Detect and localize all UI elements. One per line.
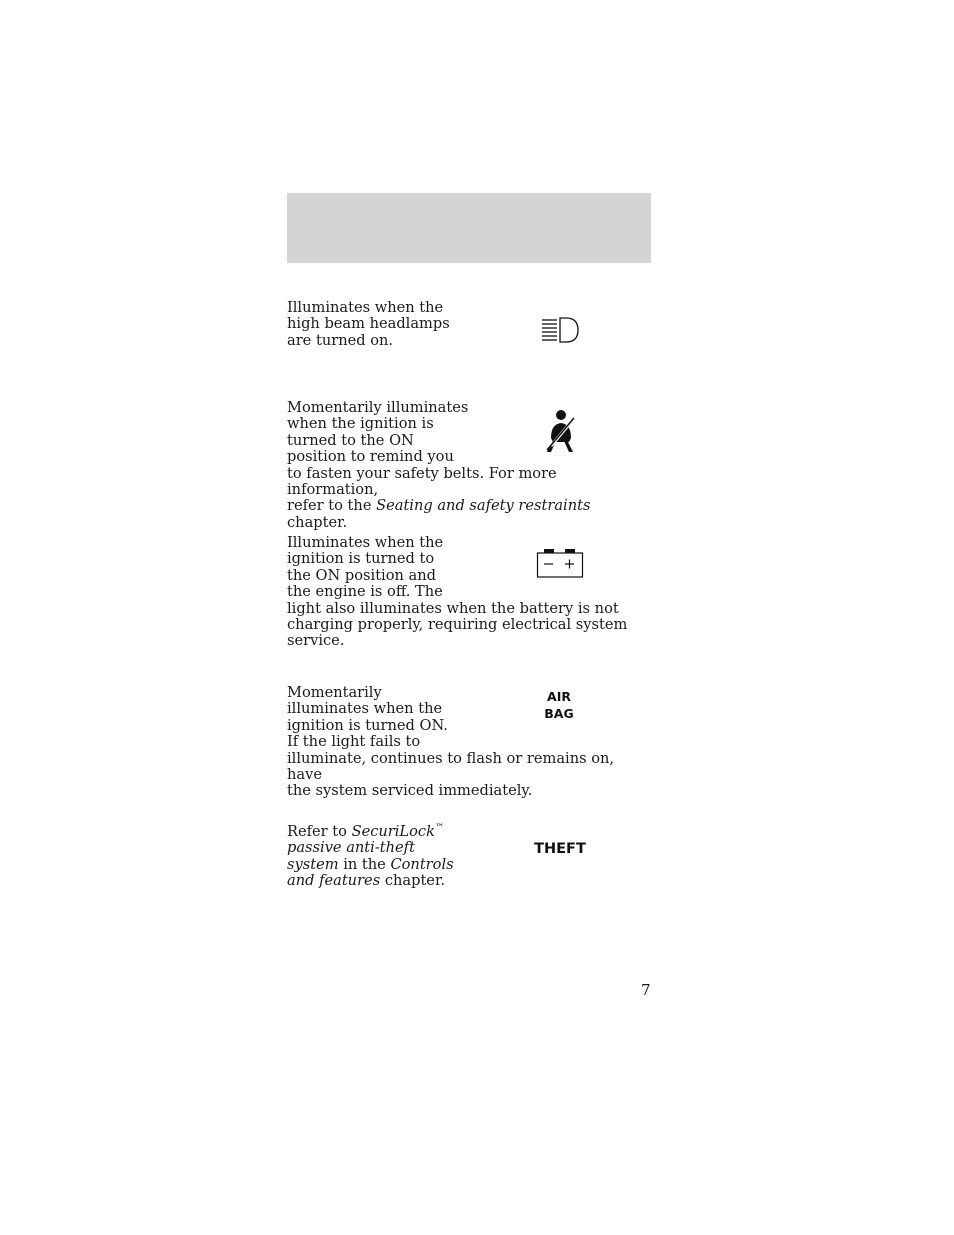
text-line: Momentarily <box>287 684 382 701</box>
text-line <box>287 857 467 873</box>
battery-icon <box>536 547 584 579</box>
air-bag-icon-line: BAG <box>544 706 574 721</box>
text-line: charging properly, requiring electrical system <box>287 616 628 634</box>
text-span: Refer to <box>287 822 352 840</box>
safety-belt-description <box>287 400 651 531</box>
air-bag-icon-line: AIR <box>547 689 571 704</box>
text-line <box>287 498 651 531</box>
text-span: chapter. <box>380 872 445 890</box>
theft-icon: THEFT <box>534 841 586 857</box>
text-line: turned to the ON <box>287 431 414 449</box>
chapter-reference: and features <box>287 872 381 890</box>
text-line: the engine is off. The <box>287 583 443 601</box>
text-line: If the light fails to <box>287 733 421 751</box>
text-line: the system serviced immediately. <box>287 782 533 800</box>
text-line <box>287 820 467 840</box>
text-span: refer to the <box>287 497 377 515</box>
text-span: chapter. <box>287 513 348 531</box>
page-number: 7 <box>641 981 651 999</box>
feature-name: passive anti-theft <box>287 839 415 857</box>
text-line: when the ignition is <box>287 415 434 433</box>
text-line: ignition is turned to <box>287 550 435 568</box>
high-beam-description <box>287 300 452 349</box>
high-beam-icon <box>540 316 580 344</box>
feature-name: SecuriLock <box>351 822 435 840</box>
charging-system-description <box>287 535 651 650</box>
text-line: ignition is turned ON. <box>287 716 448 734</box>
text-line: high beam headlamps <box>287 315 450 333</box>
text-line: Illuminates when the <box>287 299 444 316</box>
air-bag-description <box>287 685 651 800</box>
text-line <box>287 873 467 889</box>
air-bag-icon <box>534 688 584 722</box>
text-line <box>287 840 467 856</box>
text-line: illuminate, continues to flash or remains on, have <box>287 749 615 784</box>
text-line: light also illuminates when the battery is not <box>287 599 619 617</box>
text-line: service. <box>287 632 345 650</box>
text-line: Illuminates when the <box>287 534 444 551</box>
chapter-reference: Seating and safety restraints <box>376 497 591 515</box>
chapter-header-band <box>287 193 651 263</box>
seatbelt-icon <box>541 408 579 454</box>
text-line: Momentarily illuminates <box>287 399 469 416</box>
theft-description <box>287 820 467 889</box>
text-line: to fasten your safety belts. For more information, <box>287 464 557 499</box>
text-line: the ON position and <box>287 566 436 584</box>
chapter-reference: Controls <box>390 855 454 873</box>
text-line: illuminates when the <box>287 700 443 718</box>
text-line: are turned on. <box>287 331 394 349</box>
text-line: position to remind you <box>287 448 454 466</box>
feature-name: system <box>287 855 339 873</box>
text-span: in the <box>338 855 391 873</box>
trademark-mark: ™ <box>434 823 444 833</box>
